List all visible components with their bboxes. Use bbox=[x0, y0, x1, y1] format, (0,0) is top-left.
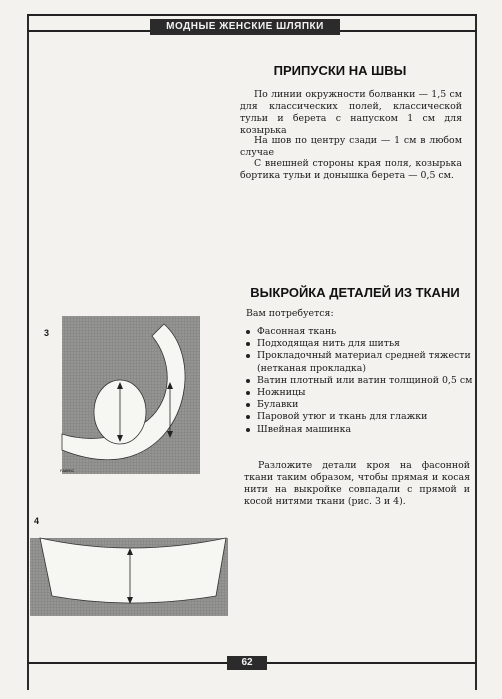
figure-4-number: 4 bbox=[34, 516, 40, 526]
fabric-label: FABRIC bbox=[60, 468, 75, 473]
paragraph-layout-instructions: Разложите детали кроя на фасонной ткани таким образом, чтобы прямая и косая нити на выкройке совпадали с прямой и косой нитями ткани (рис. 3 и 4). bbox=[244, 460, 470, 507]
figure-3-number: 3 bbox=[44, 328, 50, 338]
list-item: Подходящая нить для шитья bbox=[244, 338, 474, 350]
page-number: 62 bbox=[227, 656, 267, 670]
list-item: Булавки bbox=[244, 399, 474, 411]
paragraph-allowance-3: С внешней стороны края поля, козырька бортика тульи и донышка берета — 0,5 см. bbox=[240, 158, 462, 181]
section-title-fabric-cutting: ВЫКРОЙКА ДЕТАЛЕЙ ИЗ ТКАНИ bbox=[250, 285, 460, 300]
paragraph-allowance-2: На шов по центру сзади — 1 см в любом случае bbox=[240, 135, 462, 158]
figure-4-diagram bbox=[30, 518, 230, 618]
band-pattern-piece bbox=[40, 538, 226, 603]
list-item: Ватин плотный или ватин толщиной 0,5 см bbox=[244, 375, 474, 387]
materials-list bbox=[244, 326, 474, 436]
figure-3-diagram bbox=[62, 316, 200, 476]
materials-intro: Вам потребуется: bbox=[246, 308, 334, 319]
list-item: Прокладочный материал средней тяжести (нетканая прокладка) bbox=[244, 350, 474, 374]
list-item: Швейная машинка bbox=[244, 424, 474, 436]
list-item: Паровой утюг и ткань для глажки bbox=[244, 411, 474, 423]
list-item: Ножницы bbox=[244, 387, 474, 399]
paragraph-allowance-1: По линии окружности болванки — 1,5 см для классических полей, классической тульи и берета с напуском 1 см для козырька bbox=[240, 89, 462, 136]
section-title-seam-allowances: ПРИПУСКИ НА ШВЫ bbox=[273, 63, 407, 78]
running-header: МОДНЫЕ ЖЕНСКИЕ ШЛЯПКИ bbox=[150, 19, 340, 35]
list-item: Фасонная ткань bbox=[244, 326, 474, 338]
